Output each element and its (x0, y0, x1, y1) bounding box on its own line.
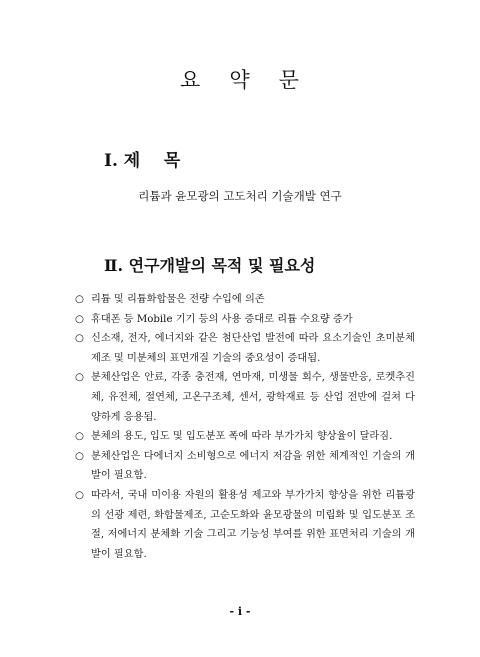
list-item (75, 310, 415, 330)
bullet-icon: ○ (75, 294, 84, 305)
bullet-icon: ○ (75, 372, 84, 384)
list-item (75, 447, 415, 486)
list-item-text: 분체산업은 안료, 각종 충전재, 연마재, 미생물 회수, 생물반응, 로켓추진체, 유전체, 절연체, 고온구조체, 센서, 광학재료 등 산업 전반에 걸쳐 다양하게 응용됨. (91, 372, 415, 423)
section-2-heading: Ⅱ. 연구개발의 목적 및 필요성 (104, 256, 316, 275)
list-item-text: 휴대폰 등 Mobile 기기 등의 사용 증대로 리튬 수요량 증가 (91, 313, 353, 325)
list-item-text: 따라서, 국내 미이용 자원의 활용성 제고와 부가가치 향상을 위한 리튬광의 선광 제련, 화합물제조, 고순도화와 윤모광물의 미립화 및 입도분포 조절, 저에너지 분체화 기술 그리고 기능성 부여를 위한 표면처리 기술의 개발이 필요함. (91, 489, 415, 560)
list-item (75, 427, 415, 447)
bullet-icon: ○ (75, 489, 84, 501)
list-item (75, 368, 415, 427)
bullet-icon: ○ (75, 333, 84, 345)
list-item-text: 신소재, 전자, 에너지와 같은 첨단산업 발전에 따라 요소기술인 초미분체 제조 및 미분체의 표면개질 기술의 중요성이 증대됨. (91, 333, 415, 364)
list-item (75, 290, 415, 310)
list-item (75, 486, 415, 564)
bullet-icon: ○ (75, 431, 84, 443)
title-char: 요 (180, 68, 202, 92)
list-item-text: 분체의 용도, 입도 및 입도분포 폭에 따라 부가가치 향상율이 달라짐. (91, 431, 393, 443)
page-number: - i - (229, 605, 251, 618)
list-item-text: 리튬 및 리튬화합물은 전량 수입에 의존 (91, 294, 265, 305)
section-1-heading (104, 146, 180, 171)
bullet-list (75, 290, 415, 564)
section-1-heading-text: Ⅰ. 제 목 (104, 151, 181, 171)
title-char: 약 (229, 68, 251, 92)
list-item-text: 분체산업은 다에너지 소비형으로 에너지 저감을 위한 체계적인 기술의 개발이 필요함. (91, 450, 415, 482)
title-char: 문 (278, 68, 300, 92)
bullet-icon: ○ (75, 450, 84, 462)
page-title (0, 64, 480, 94)
list-item (75, 329, 415, 368)
bullet-icon: ○ (75, 313, 84, 325)
research-title: 리튬과 윤모광의 고도처리 기술개발 연구 (138, 189, 342, 203)
